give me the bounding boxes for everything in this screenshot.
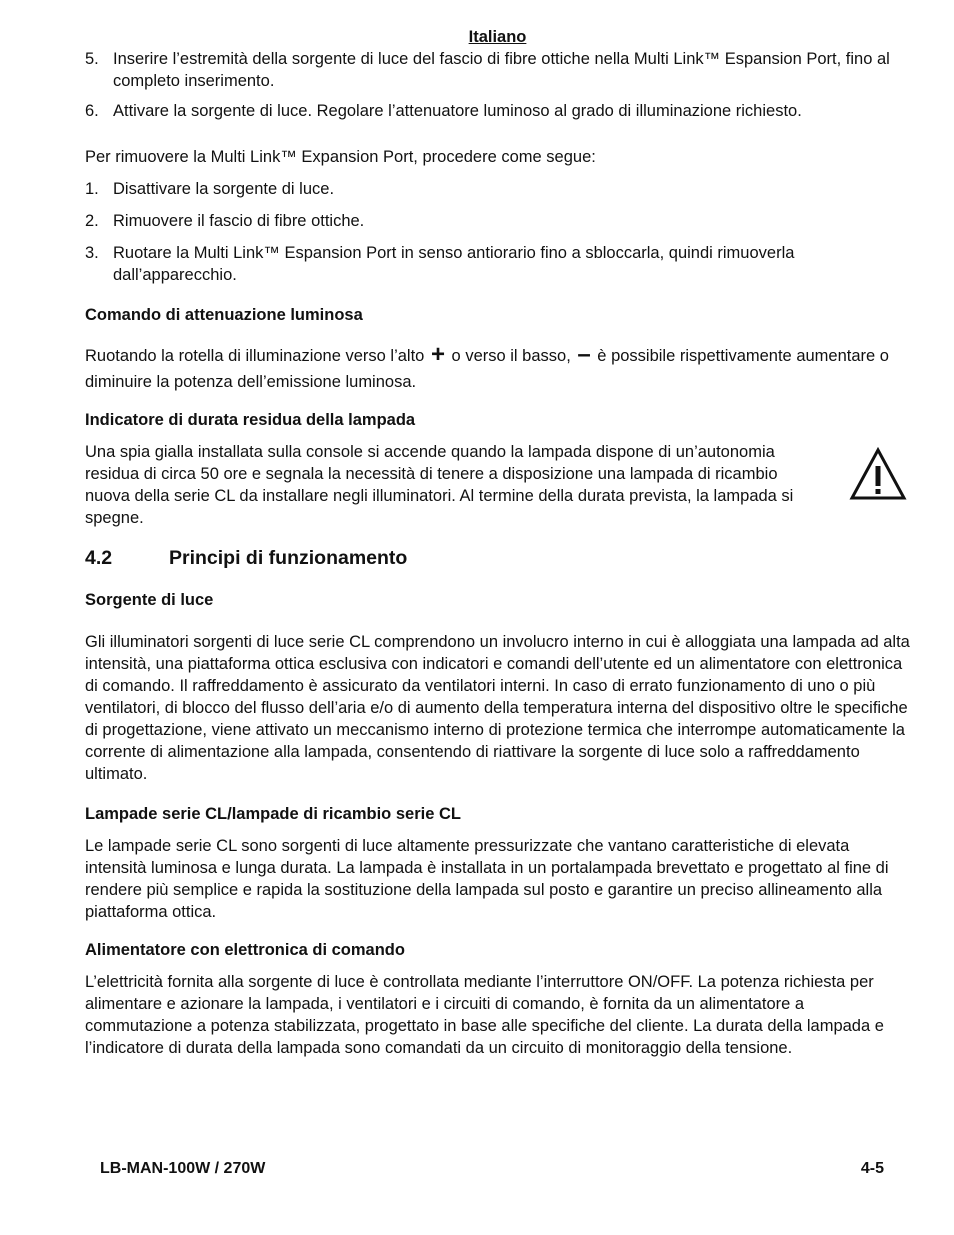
section-number: 4.2	[85, 547, 113, 569]
step-number: 5.	[85, 50, 99, 68]
step-text: Ruotare la Multi Link™ Espansion Port in senso antiorario fino a sbloccarla, quindi rimuoverla dall’apparecchio.	[113, 244, 795, 284]
list-item	[85, 178, 910, 200]
dimming-text	[85, 342, 910, 395]
step-text: Rimuovere il fascio di fibre ottiche.	[113, 212, 365, 230]
light-source-heading: Sorgente di luce	[85, 591, 214, 609]
power-text: L’elettricità fornita alla sorgente di luce è controllata mediante l’interruttore ON/OFF. La potenza richiesta per alimentare e azionare la lampada, i ventilatori e i circuiti di comando, è fornita da un alimentatore a commutazione a potenza stabilizzata, progettato in base alle specifiche del cliente. La durata della lampada e l’indicatore di durata della lampada sono comandati da un circuito di monitoraggio della tensione.	[85, 973, 884, 1057]
light-source-text: Gli illuminatori sorgenti di luce serie CL comprendono un involucro interno in cui è alloggiata una lampada ad alta intensità, una piattaforma ottica esclusiva con indicatori e comandi dell’utente ed un alimentatore con elettronica di comando. Il raffreddamento è assicurato da ventilatori interni. In caso di errato funzionamento di uno o più ventilatori, di blocco del flusso dell’aria e/o di aumento della temperatura interna del dispositivo oltre le specifiche di progettazione, viene attivato un meccanismo interno di protezione termica che interrompe automaticamente la corrente di alimentazione alla lampada, consentendo di riattivare la sorgente di luce solo a raffreddamento ultimato.	[85, 633, 910, 783]
step-number: 6.	[85, 102, 99, 120]
step-number: 1.	[85, 180, 99, 198]
remove-steps-list	[85, 178, 910, 286]
language-header: Italiano	[468, 28, 527, 46]
list-item	[85, 242, 910, 286]
dimming-text-part3: è possibile rispettivamente aumentare o diminuire la potenza dell’emissione luminosa.	[85, 347, 889, 391]
dimming-heading: Comando di attenuazione luminosa	[85, 306, 363, 324]
step-number: 3.	[85, 244, 99, 262]
power-heading: Alimentatore con elettronica di comando	[85, 941, 405, 959]
step-text: Attivare la sorgente di luce. Regolare l’attenuatore luminoso al grado di illuminazione richiesto.	[113, 102, 802, 120]
section-heading	[85, 547, 910, 569]
lamp-life-block	[85, 441, 910, 529]
list-item	[85, 48, 910, 92]
page-footer	[100, 1158, 884, 1180]
lamp-life-heading: Indicatore di durata residua della lampada	[85, 411, 416, 429]
list-item	[85, 100, 910, 122]
footer-page-number: 4-5	[860, 1160, 884, 1177]
footer-doc-id: LB-MAN-100W / 270W	[100, 1160, 266, 1177]
lamps-text: Le lampade serie CL sono sorgenti di luce altamente pressurizzate che vantano caratteristiche di elevata intensità luminosa e lunga durata. La lampada è installata in un portalampada brevettato e progettato al fine di rendere più semplice e rapida la sostituzione della lampada sul posto e garantire un preciso allineamento alla piattaforma ottica.	[85, 837, 889, 921]
step-text: Inserire l’estremità della sorgente di luce del fascio di fibre ottiche nella Multi Link™ Espansion Port, fino al completo inserimento.	[113, 50, 890, 90]
list-item	[85, 210, 910, 232]
dimming-text-part1: Ruotando la rotella di illuminazione verso l’alto	[85, 347, 429, 365]
insert-steps-list	[85, 48, 910, 122]
minus-icon: –	[577, 341, 591, 368]
lamps-heading: Lampade serie CL/lampade di ricambio serie CL	[85, 805, 461, 823]
step-number: 2.	[85, 212, 99, 230]
step-text: Disattivare la sorgente di luce.	[113, 180, 335, 198]
warning-triangle-icon	[849, 447, 907, 501]
plus-icon: +	[430, 341, 445, 368]
remove-intro: Per rimuovere la Multi Link™ Expansion Port, procedere come segue:	[85, 148, 596, 166]
lamp-life-text: Una spia gialla installata sulla console si accende quando la lampada dispone di un’autonomia residua di circa 50 ore e segnala la necessità di tenere a disposizione una lampada di ricambio nuova della serie CL da installare negli illuminatori. Al termine della durata prevista, la lampada si spegne.	[85, 443, 794, 527]
document-page	[85, 26, 910, 1059]
dimming-text-part2: o verso il basso,	[446, 347, 576, 365]
section-title: Principi di funzionamento	[169, 547, 408, 569]
